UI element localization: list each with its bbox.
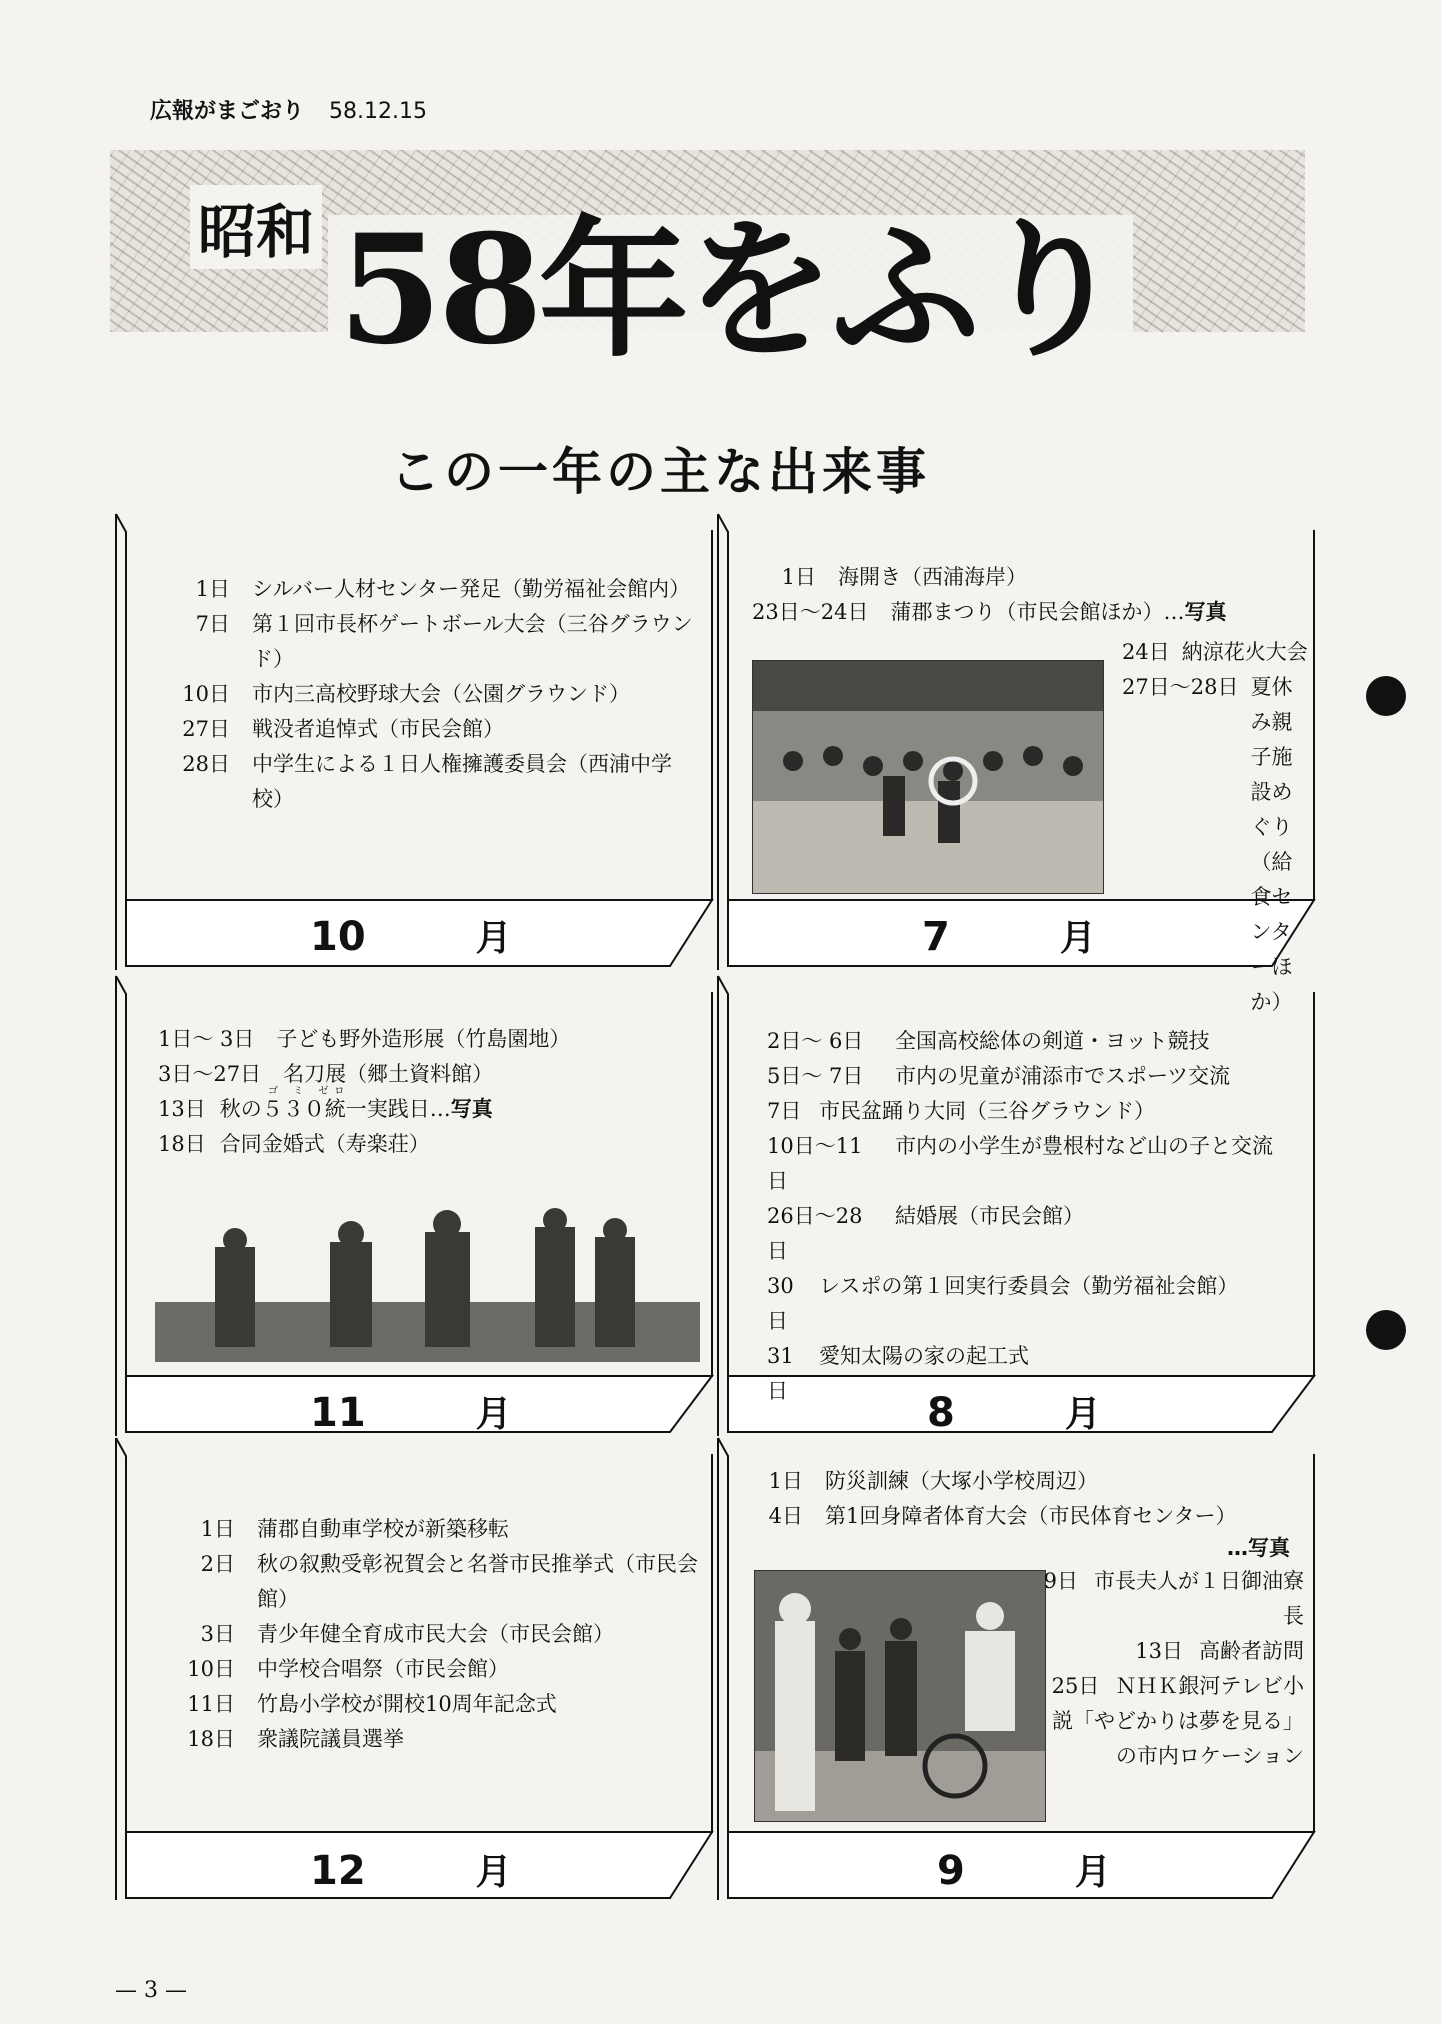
page-number: — 3 — — [115, 1978, 187, 2003]
list-item: 27日～28日 夏休み親子施設めぐり（給食センターほか） — [1122, 675, 1293, 1014]
list-item: 2日～ 6日 全国高校総体の剣道・ヨット競技 — [767, 1029, 1210, 1053]
event-list — [767, 1464, 1312, 1534]
side-event-list — [1032, 1564, 1304, 1774]
list-item: 28日 中学生による１日人権擁護委員会（西浦中学校） — [182, 752, 672, 811]
list-item: 13日 秋の５３０統一実践日…写真 — [158, 1097, 493, 1121]
list-item: 11日 竹島小学校が開校10周年記念式 — [187, 1692, 557, 1716]
event-list — [767, 1024, 1312, 1409]
list-item: 27日 戦没者追悼式（市民会館） — [182, 717, 504, 741]
panel-november — [110, 972, 722, 1442]
event-list — [158, 1022, 708, 1162]
list-item: 1日～ 3日 子ども野外造形展（竹島園地） — [158, 1027, 571, 1051]
wheelchair-photo — [754, 1570, 1046, 1822]
binding-hole-bottom — [1366, 1310, 1406, 1350]
month-label-october: 10 月 — [310, 914, 512, 960]
list-item: 26日～28日 結婚展（市民会館） — [767, 1204, 1084, 1263]
month-label-august: 8 月 — [927, 1390, 1101, 1436]
parade-photo-image — [753, 661, 1103, 893]
list-item: 9日 市長夫人が１日御油寮長 — [1043, 1569, 1304, 1628]
list-item: 1日 防災訓練（大塚小学校周辺） — [768, 1469, 1098, 1493]
publication-name: 広報がまごおり — [150, 99, 305, 124]
title-main: 58年をふり — [328, 215, 1133, 365]
wheelchair-photo-image — [755, 1571, 1045, 1821]
ruby-text: ゴ ミ ゼロ — [268, 1086, 351, 1097]
list-item: 3日～27日 名刀展（郷土資料館） — [158, 1062, 494, 1086]
list-item: 2日 秋の叙勲受彰祝賀会と名誉市民推挙式（市民会館） — [200, 1552, 698, 1611]
event-list — [160, 572, 700, 817]
month-label-december: 12 月 — [310, 1848, 512, 1894]
panel-august — [712, 972, 1324, 1442]
list-item: 18日 衆議院議員選挙 — [187, 1727, 404, 1751]
page-subtitle: この一年の主な出来事 — [390, 443, 930, 501]
month-label-july: 7 月 — [922, 914, 1096, 960]
list-item: 1日 海開き（西浦海岸） — [781, 565, 1027, 589]
list-item: 5日～ 7日 市内の児童が浦添市でスポーツ交流 — [767, 1064, 1231, 1088]
list-item: 10日 中学校合唱祭（市民会館） — [187, 1657, 509, 1681]
event-list — [165, 1512, 710, 1757]
list-item: 7日 市民盆踊り大同（三谷グラウンド） — [767, 1099, 1155, 1123]
list-item: 23日～24日 蒲郡まつり（市民会館ほか）…写真 — [752, 600, 1227, 624]
side-event-list — [1122, 635, 1312, 1020]
list-item: 18日 合同金婚式（寿楽荘） — [158, 1132, 430, 1156]
list-item: 1日 蒲郡自動車学校が新築移転 — [200, 1517, 509, 1541]
list-item: 1日 シルバー人材センター発足（勤労福祉会館内） — [195, 577, 691, 601]
issue-date: 58.12.15 — [329, 99, 427, 124]
list-item: 25日 ＮＨＫ銀河テレビ小説「やどかりは夢を見る」の市内ロケーション — [1051, 1674, 1304, 1768]
cleanup-photo-image — [155, 1202, 700, 1362]
panel-october — [110, 510, 722, 980]
page-title — [190, 185, 1133, 378]
list-item: 31日 愛知太陽の家の起工式 — [767, 1344, 1029, 1403]
list-item: 10日～11日 市内の小学生が豊根村など山の子と交流 — [767, 1134, 1273, 1193]
panel-july — [712, 510, 1324, 1014]
list-item: 13日 高齢者訪問 — [1135, 1639, 1304, 1663]
cleanup-photo — [155, 1202, 700, 1362]
list-item: 30日 レスポの第１回実行委員会（勤労福祉会館） — [767, 1274, 1239, 1333]
month-label-september: 9 月 — [937, 1848, 1111, 1894]
list-item: 24日 納涼花火大会 — [1122, 640, 1308, 664]
list-item: 10日 市内三高校野球大会（公園グラウンド） — [182, 682, 630, 706]
page-header — [150, 94, 427, 125]
month-label-november: 11 月 — [310, 1390, 512, 1436]
title-era: 昭和 — [190, 185, 322, 269]
photo-note: …写真 — [1227, 1536, 1290, 1560]
event-list — [752, 560, 1312, 630]
festival-photo — [752, 660, 1104, 894]
list-item: 7日 第１回市長杯ゲートボール大会（三谷グラウンド） — [195, 612, 693, 671]
binding-hole-top — [1366, 676, 1406, 716]
panel-december — [110, 1434, 722, 1904]
list-item: 3日 青少年健全育成市民大会（市民会館） — [200, 1622, 614, 1646]
panel-september — [712, 1434, 1324, 1904]
list-item: 4日 第1回身障者体育大会（市民体育センター） — [768, 1504, 1237, 1528]
